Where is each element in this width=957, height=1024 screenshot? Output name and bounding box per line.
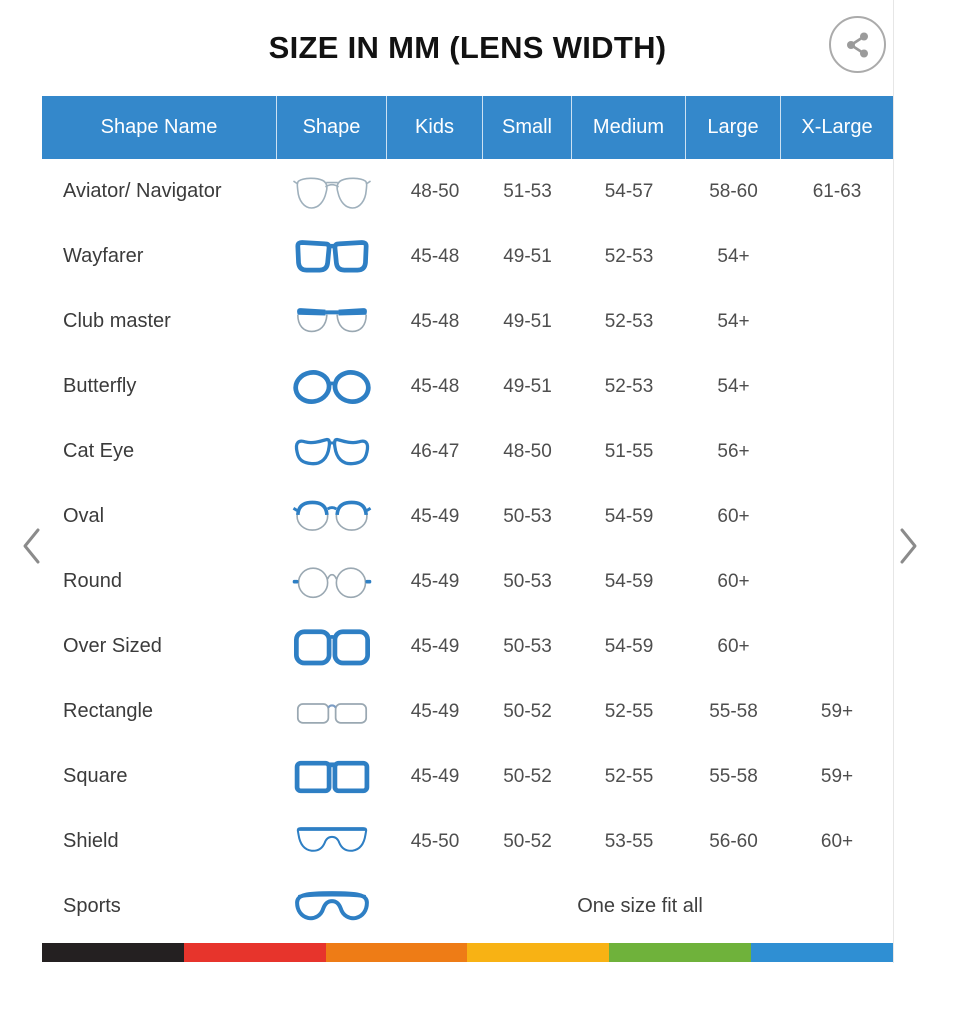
shape-name-label: Round [63,570,122,592]
column-header-shape: Shape [277,96,387,159]
aviator-glasses-icon [277,170,387,214]
size-value-medium: 54-57 [604,180,654,202]
size-value-medium: 52-53 [604,310,654,332]
size-value-small: 51-53 [503,180,552,202]
table-row-wayfarer [42,224,893,289]
share-button[interactable] [829,16,886,73]
title-bar [42,0,893,96]
size-value-kids: 45-49 [410,505,460,527]
column-header-shape-name: Shape Name [42,96,277,159]
divider-segment-3 [326,943,468,962]
size-value-small: 50-53 [503,635,552,657]
size-value-medium: 52-55 [604,765,654,787]
cateye-glasses-icon [277,430,387,474]
column-header-kids: Kids [387,96,483,159]
header-row [42,96,893,159]
shape-name-label: Aviator/ Navigator [63,180,222,202]
shape-name-label: Rectangle [63,700,154,722]
size-value-small: 49-51 [503,310,552,332]
size-value-large: 58-60 [709,180,758,202]
size-value-large: 56+ [717,440,750,462]
size-value-small: 49-51 [503,375,552,397]
table-row-club-master [42,289,893,354]
square-glasses-icon [277,755,387,799]
one-size-label: One size fit all [577,895,703,917]
shape-name-label: Oval [63,505,105,527]
size-value-small: 50-52 [503,700,552,722]
carousel-next-button[interactable] [894,524,924,568]
rectangle-glasses-icon [277,690,387,734]
size-value-kids: 45-48 [410,245,460,267]
clubmaster-glasses-icon [277,300,387,344]
size-value-kids: 45-48 [410,310,460,332]
share-icon [843,30,873,60]
table-row-square [42,744,893,809]
shape-name-label: Cat Eye [63,440,135,462]
shape-name-label: Sports [63,895,121,917]
shape-name-label: Square [63,765,128,787]
oversized-glasses-icon [277,625,387,669]
page-edge-divider [893,0,894,963]
size-value-x-large: 60+ [820,830,854,852]
divider-segment-6 [751,943,893,962]
chevron-right-icon [897,526,921,566]
size-chart-panel [42,0,893,962]
carousel-prev-button[interactable] [16,524,46,568]
divider-segment-4 [467,943,609,962]
size-value-small: 48-50 [503,440,552,462]
size-value-medium: 54-59 [604,505,654,527]
size-value-small: 50-53 [503,570,552,592]
table-row-round [42,549,893,614]
size-value-small: 50-52 [503,765,552,787]
size-value-kids: 45-49 [410,765,460,787]
divider-segment-1 [42,943,184,962]
column-header-medium: Medium [572,96,686,159]
size-value-large: 60+ [717,635,750,657]
sports-glasses-icon [277,885,387,929]
size-value-large: 54+ [717,245,750,267]
table-row-rectangle [42,679,893,744]
wayfarer-glasses-icon [277,235,387,279]
size-value-medium: 52-53 [604,245,654,267]
size-value-kids: 45-49 [410,700,460,722]
size-value-large: 60+ [717,570,750,592]
size-value-x-large: 59+ [820,765,854,787]
size-value-kids: 48-50 [410,180,460,202]
size-value-small: 50-52 [503,830,552,852]
size-value-kids: 45-49 [410,635,460,657]
size-value-kids: 46-47 [410,440,460,462]
size-value-large: 55-58 [709,700,758,722]
size-value-medium: 52-55 [604,700,654,722]
size-value-small: 50-53 [503,505,552,527]
size-value-large: 54+ [717,310,750,332]
size-value-kids: 45-48 [410,375,460,397]
size-table [42,96,893,939]
page-title: SIZE IN MM (LENS WIDTH) [268,30,667,65]
column-header-small: Small [483,96,572,159]
table-row-oval [42,484,893,549]
size-value-large: 54+ [717,375,750,397]
oval-glasses-icon [277,495,387,539]
rainbow-divider [42,943,893,962]
size-value-medium: 51-55 [604,440,654,462]
column-header-x-large: X-Large [801,116,873,138]
shape-name-label: Wayfarer [63,245,144,267]
size-value-x-large: 59+ [820,700,854,722]
shape-name-label: Over Sized [63,635,162,657]
table-row-butterfly [42,354,893,419]
table-row-cat-eye [42,419,893,484]
table-row-over-sized [42,614,893,679]
table-row-aviator-navigator [42,159,893,224]
table-row-shield [42,809,893,874]
size-value-medium: 54-59 [604,635,654,657]
size-value-large: 55-58 [709,765,758,787]
size-value-medium: 53-55 [604,830,654,852]
size-value-kids: 45-50 [410,830,460,852]
table-body [42,159,893,939]
round-glasses-icon [277,560,387,604]
divider-segment-2 [184,943,326,962]
chevron-left-icon [19,526,43,566]
size-value-x-large: 61-63 [812,180,862,202]
size-value-medium: 52-53 [604,375,654,397]
shield-glasses-icon [277,820,387,864]
size-value-large: 60+ [717,505,750,527]
table-row-sports [42,874,893,939]
shape-name-label: Butterfly [63,375,137,397]
size-value-kids: 45-49 [410,570,460,592]
size-value-medium: 54-59 [604,570,654,592]
size-value-small: 49-51 [503,245,552,267]
column-header-large: Large [686,96,781,159]
size-value-large: 56-60 [709,830,758,852]
shape-name-label: Club master [63,310,171,332]
shape-name-label: Shield [63,830,119,852]
butterfly-glasses-icon [277,365,387,409]
divider-segment-5 [609,943,751,962]
